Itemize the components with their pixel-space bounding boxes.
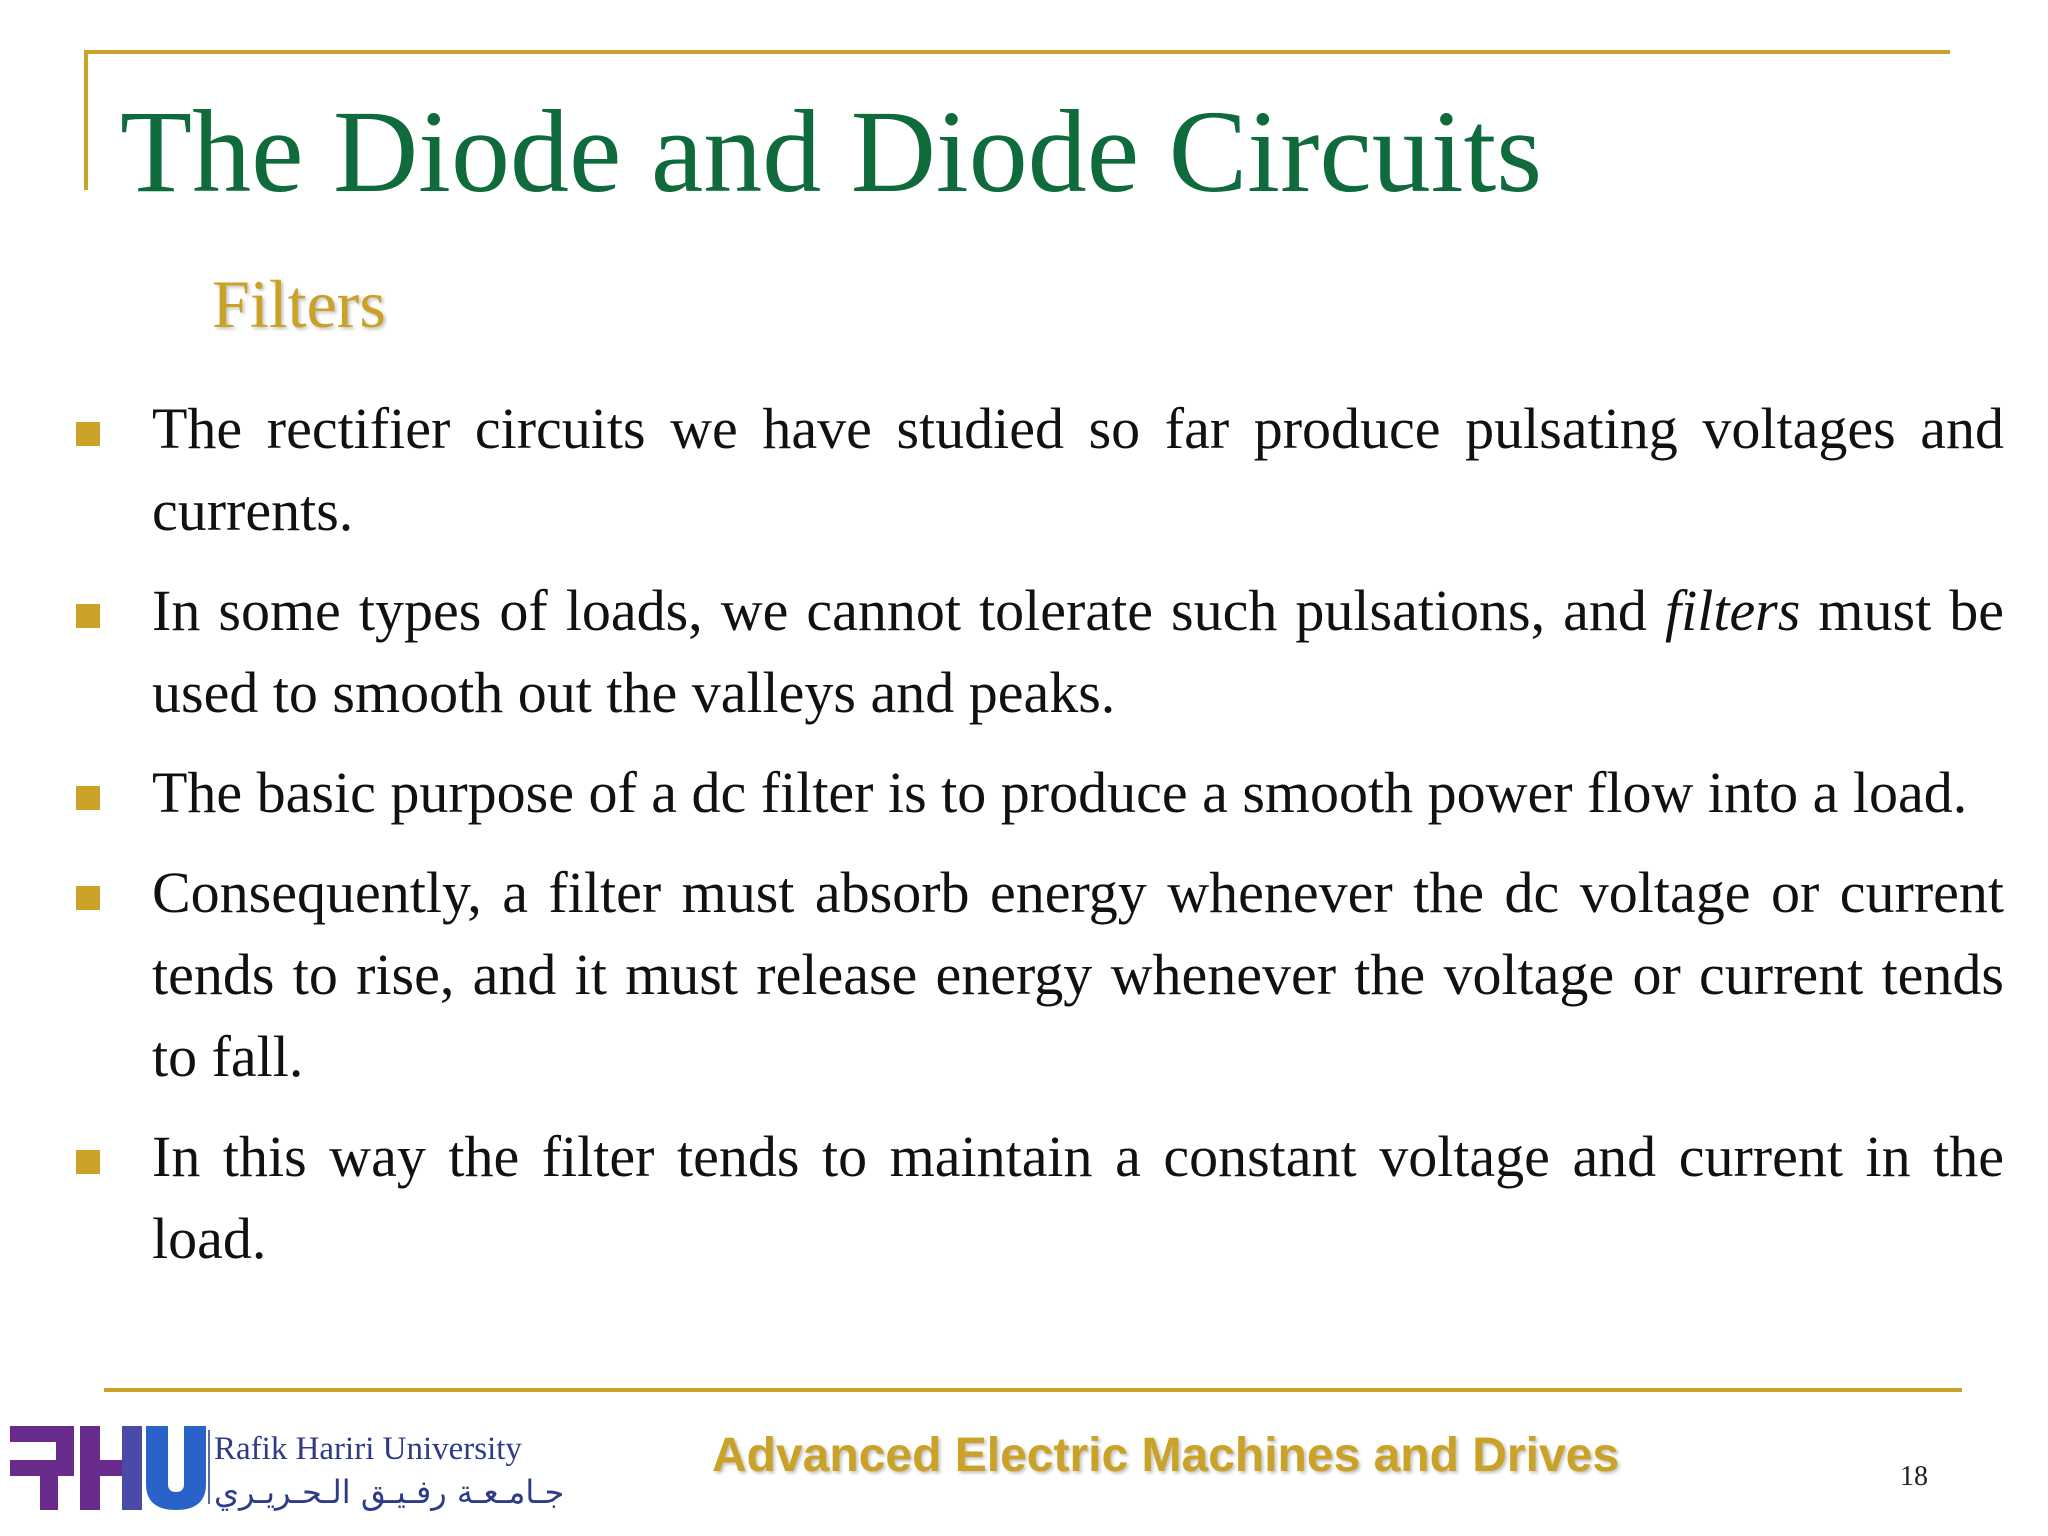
square-bullet-icon: [76, 786, 100, 810]
footer-divider: [104, 1388, 1962, 1392]
bullet-text: The basic purpose of a dc filter is to produce a smooth power flow into a load.: [152, 760, 1968, 825]
bullet-text-pre: In some types of loads, we cannot tolerate such pulsations, and: [152, 578, 1665, 643]
bullet-item: [70, 1116, 2004, 1280]
bullet-item: [70, 752, 2004, 834]
rhu-logo-icon: [10, 1426, 220, 1510]
logo-divider: [208, 1430, 210, 1504]
bullet-text: Consequently, a filter must absorb energy whenever the dc voltage or current tends to rise, and it must release energy whenever the voltage or current tends to fall.: [152, 860, 2004, 1089]
university-name-arabic: جـامـعـة رفـيـق الـحـريـري: [214, 1473, 565, 1511]
title-frame-top-line: [84, 50, 1950, 54]
bullet-text: In this way the filter tends to maintain a constant voltage and current in the load.: [152, 1124, 2004, 1271]
title-frame-left-line: [84, 50, 88, 190]
square-bullet-icon: [76, 1150, 100, 1174]
bullet-item: [70, 570, 2004, 734]
square-bullet-icon: [76, 886, 100, 910]
bullet-text-post: must be used to smooth out the valleys and peaks.: [152, 578, 2004, 725]
university-logo: [10, 1416, 580, 1516]
slide-subtitle: Filters: [212, 266, 386, 342]
slide-title: The Diode and Diode Circuits: [120, 86, 1543, 217]
bullet-text-emphasis: filters: [1664, 578, 1801, 643]
page-number: 18: [1900, 1461, 1928, 1492]
course-title: Advanced Electric Machines and Drives: [712, 1429, 1620, 1482]
bullet-item: [70, 388, 2004, 552]
square-bullet-icon: [76, 604, 100, 628]
bullet-list: [70, 388, 2004, 1298]
square-bullet-icon: [76, 422, 100, 446]
university-name-english: Rafik Hariri University: [214, 1431, 522, 1467]
bullet-item: [70, 852, 2004, 1098]
bullet-text: The rectifier circuits we have studied so far produce pulsating voltages and currents.: [152, 396, 2004, 543]
